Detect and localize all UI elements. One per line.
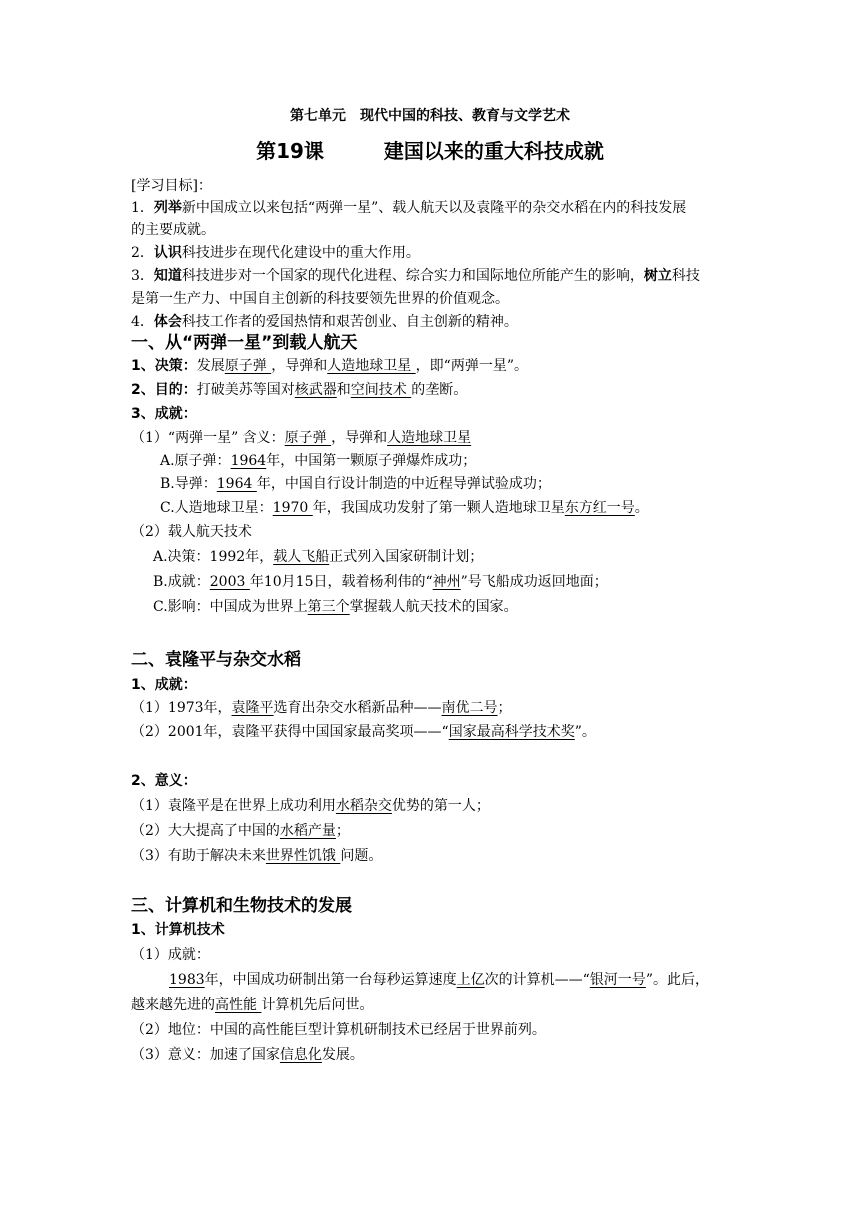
- unit-title: 第七单元 现代中国的科技、教育与文学艺术: [290, 108, 570, 124]
- s1-purpose: 2、目的：打破美苏等国对核武器和空间技术 的垄断。: [131, 382, 468, 398]
- objective-3-cont: 是第一生产力、中国自主创新的科技要领先世界的价值观念。: [131, 291, 509, 307]
- s3-point-2: （2）地位：中国的高性能巨型计算机研制技术已经居于世界前列。: [131, 1022, 546, 1038]
- objective-1-cont: 的主要成就。: [131, 222, 215, 238]
- objective-1: 1．列举新中国成立以来包括“两弹一星”、载人航天以及袁隆平的杂交水稻在内的科技发展: [131, 200, 687, 216]
- s3-computer-line-2: 越来越先进的高性能 计算机先后问世。: [131, 997, 374, 1013]
- s1-point-1: （1）“两弹一星” 含义：原子弹 ，导弹和人造地球卫星: [131, 430, 472, 446]
- section-3-title: 三、计算机和生物技术的发展: [131, 896, 352, 916]
- s2-significance-label: 2、意义：: [131, 773, 197, 789]
- s1-space-achievement: B.成就：2003 年10月15日，载着杨利伟的“神州”号飞船成功返回地面；: [153, 574, 608, 590]
- s1-decision: 1、决策：发展原子弹 ，导弹和人造地球卫星 ，即“两弹一星”。: [131, 358, 528, 374]
- s2-achievement-1: （1）1973年，袁隆平选育出杂交水稻新品种——南优二号；: [131, 700, 512, 716]
- s2-significance-3: （3）有助于解决未来世界性饥饿 问题。: [131, 848, 383, 864]
- objective-2: 2．认识科技进步在现代化建设中的重大作用。: [131, 245, 420, 261]
- s1-satellite: C.人造地球卫星：1970 年，我国成功发射了第一颗人造地球卫星东方红一号。: [160, 500, 649, 516]
- s1-missile: B.导弹：1964 年，中国自行设计制造的中近程导弹试验成功；: [160, 476, 551, 492]
- s3-point-3: （3）意义：加速了国家信息化发展。: [131, 1047, 364, 1063]
- section-2-title: 二、袁隆平与杂交水稻: [131, 650, 301, 670]
- objectives-label: [学习目标]：: [131, 178, 212, 194]
- s2-achievement-2: （2）2001年，袁隆平获得中国国家最高奖项——“国家最高科学技术奖”。: [131, 724, 596, 740]
- s1-space-decision: A.决策：1992年，载人飞船正式列入国家研制计划；: [153, 549, 484, 565]
- s1-space-impact: C.影响：中国成为世界上第三个掌握载人航天技术的国家。: [153, 599, 518, 615]
- s3-point-1: （1）成就：: [131, 947, 210, 963]
- s1-atomic-bomb: A.原子弹：1964年，中国第一颗原子弹爆炸成功；: [160, 453, 477, 469]
- s3-computer-line-1: 1983年，中国成功研制出第一台每秒运算速度上亿次的计算机——“银河一号”。此后，: [169, 972, 709, 988]
- objective-3: 3．知道科技进步对一个国家的现代化进程、综合实力和国际地位所能产生的影响，树立科技: [131, 268, 700, 284]
- s2-significance-2: （2）大大提高了中国的水稻产量；: [131, 823, 350, 839]
- s1-point-2: （2）载人航天技术: [131, 524, 252, 540]
- section-1-title: 一、从“两弹一星”到载人航天: [131, 333, 358, 353]
- s1-achievement-label: 3、成就：: [131, 406, 197, 422]
- s3-computer-label: 1、计算机技术: [131, 922, 225, 938]
- objective-4: 4．体会科技工作者的爱国热情和艰苦创业、自主创新的精神。: [131, 314, 518, 330]
- s2-achievement-label: 1、成就：: [131, 677, 197, 693]
- lesson-name: 建国以来的重大科技成就: [383, 139, 604, 163]
- lesson-title: [0, 138, 860, 164]
- s2-significance-1: （1）袁隆平是在世界上成功利用水稻杂交优势的第一人；: [131, 798, 490, 814]
- lesson-number: 第19课: [256, 139, 324, 163]
